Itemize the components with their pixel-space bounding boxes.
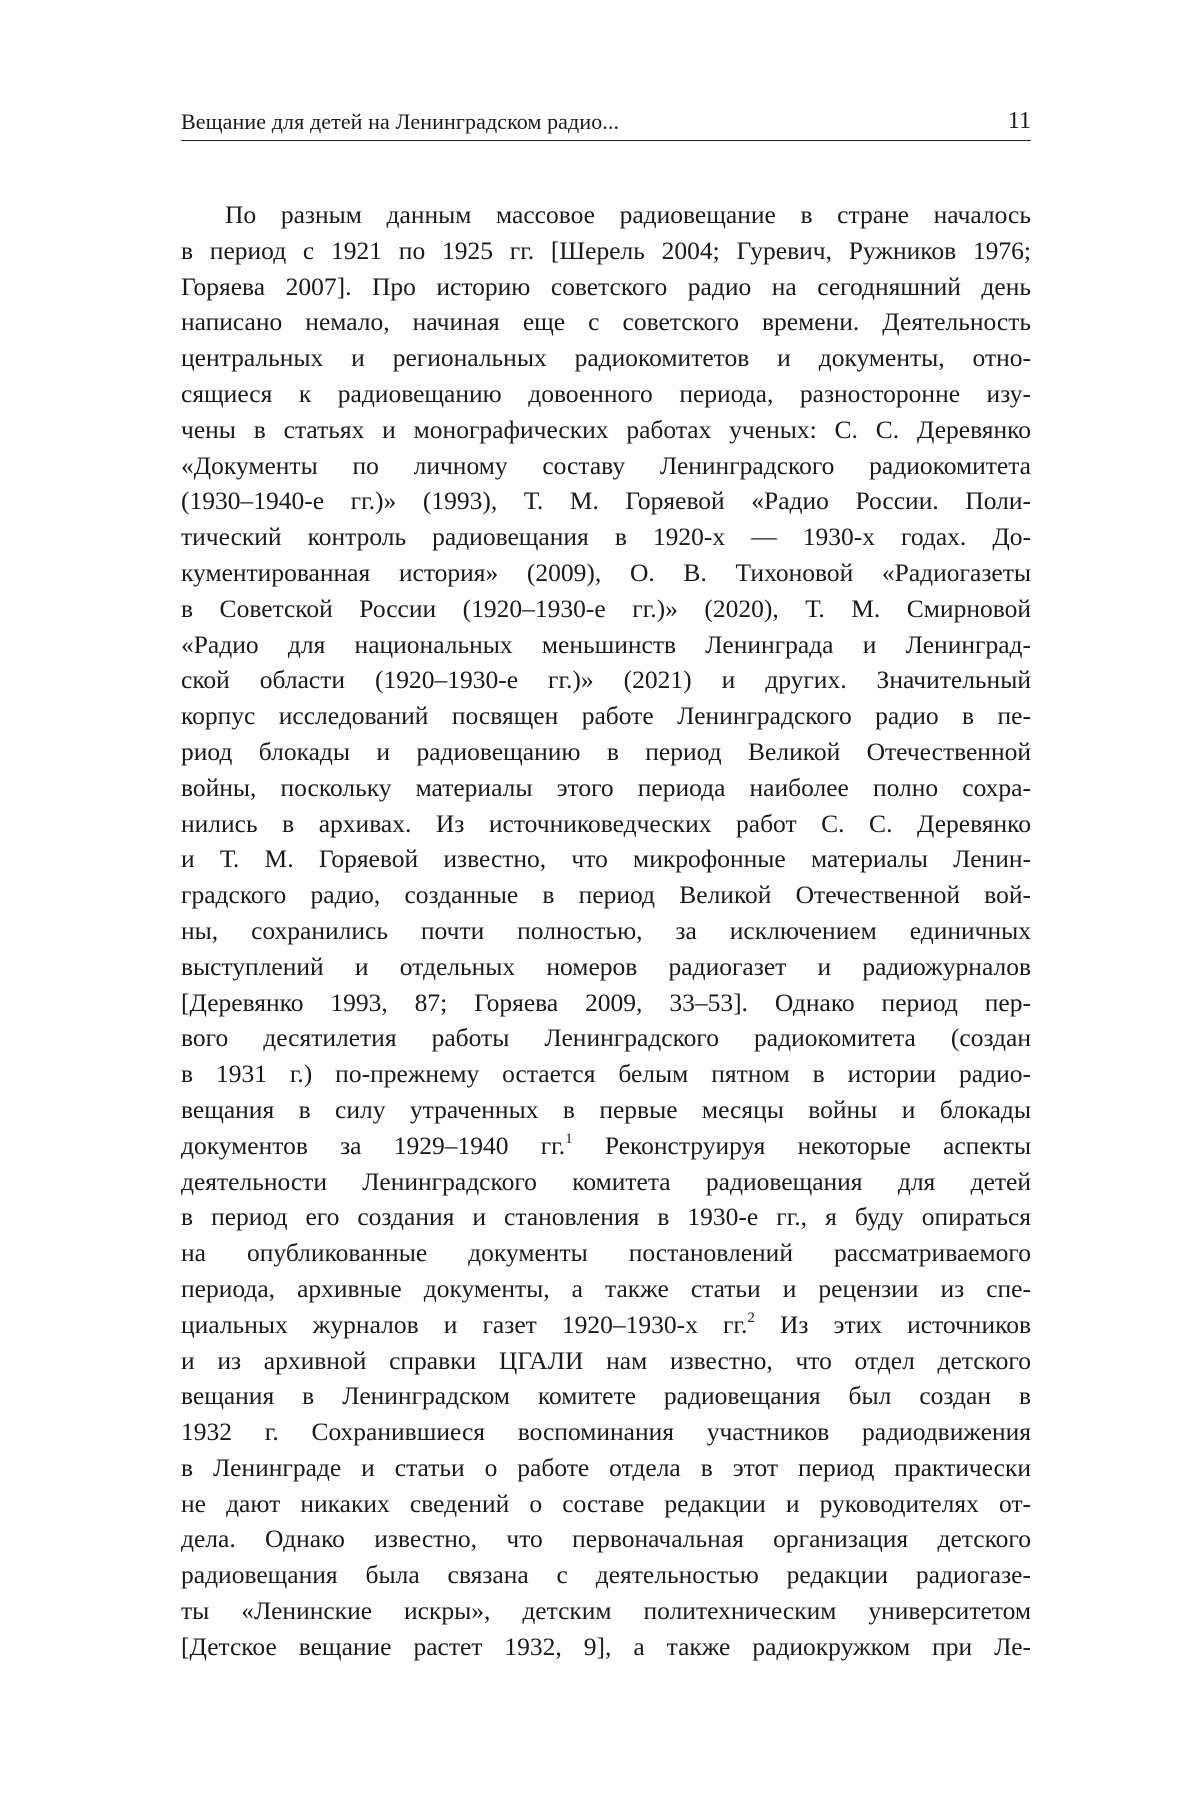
paragraph — [181, 197, 1031, 1665]
text-line: в период его создания и становления в 1930-е гг., я буду опираться — [181, 1202, 1031, 1232]
text-line: корпус исследований посвящен работе Ленинградского радио в пе- — [181, 701, 1031, 731]
text-line: ты «Ленинские искры», детским политехническим университетом — [181, 1596, 1031, 1626]
text-line: радиовещания была связана с деятельностью редакции радиогазе- — [181, 1560, 1031, 1590]
text-line: ской области (1920–1930-е гг.)» (2021) и других. Значительный — [181, 665, 1031, 695]
text-line: чены в статьях и монографических работах ученых: С. С. Деревянко — [181, 414, 1031, 444]
text-segment: Из этих источников — [754, 1309, 1031, 1339]
text-line: риод блокады и радиовещанию в период Великой Отечественной — [181, 736, 1031, 766]
text-line: вещания в силу утраченных в первые месяцы войны и блокады — [181, 1094, 1031, 1124]
text-line: [Деревянко 1993, 87; Горяева 2009, 33–53]. Однако период пер- — [181, 987, 1031, 1017]
text-line-with-footnote — [181, 1128, 1031, 1164]
text-line: в 1931 г.) по-прежнему остается белым пятном в истории радио- — [181, 1059, 1031, 1089]
text-line: «Радио для национальных меньшинств Ленинграда и Ленинград- — [181, 629, 1031, 659]
text-line: вещания в Ленинградском комитете радиовещания был создан в — [181, 1381, 1031, 1411]
text-line: написано немало, начиная еще с советского времени. Деятельность — [181, 307, 1031, 337]
text-line: По разным данным массовое радиовещание в стране началось — [225, 200, 1031, 229]
text-line: войны, поскольку материалы этого периода наиболее полно сохра- — [181, 772, 1031, 802]
footnote-ref[interactable]: 2 — [747, 1309, 755, 1326]
text-line: периода, архивные документы, а также статьи и рецензии из спе- — [181, 1273, 1031, 1303]
running-header — [181, 104, 1031, 141]
text-line: кументированная история» (2009), О. В. Тихоновой «Радиогазеты — [181, 557, 1031, 587]
text-line: в Советской России (1920–1930-е гг.)» (2020), Т. М. Смирновой — [181, 593, 1031, 623]
text-line: на опубликованные документы постановлений рассматриваемого — [181, 1238, 1031, 1268]
page-number: 11 — [1007, 108, 1031, 134]
text-line: «Документы по личному составу Ленинградского радиокомитета — [181, 450, 1031, 480]
text-segment: документов за 1929–1940 гг. — [181, 1130, 566, 1160]
footnote-ref[interactable]: 1 — [565, 1130, 573, 1147]
text-line: центральных и региональных радиокомитетов и документы, отно- — [181, 343, 1031, 373]
text-line: и из архивной справки ЦГАЛИ нам известно, что отдел детского — [181, 1345, 1031, 1375]
text-line: Горяева 2007]. Про историю советского радио на сегодняшний день — [181, 271, 1031, 301]
text-line: градского радио, созданные в период Великой Отечественной вой- — [181, 880, 1031, 910]
text-line: сящиеся к радиовещанию довоенного периода, разносторонне изу- — [181, 378, 1031, 408]
text-line: ны, сохранились почти полностью, за исключением единичных — [181, 915, 1031, 945]
text-line: в период с 1921 по 1925 гг. [Шерель 2004; Гуревич, Ружников 1976; — [181, 235, 1031, 265]
running-header-title: Вещание для детей на Ленинградском радио... — [181, 109, 620, 134]
text-segment: циальных журналов и газет 1920–1930-х гг. — [181, 1309, 748, 1339]
text-line: не дают никаких сведений о составе редакции и руководителях от- — [181, 1488, 1031, 1518]
text-line: нились в архивах. Из источниковедческих работ С. С. Деревянко — [181, 808, 1031, 838]
text-line: 1932 г. Сохранившиеся воспоминания участников радиодвижения — [181, 1417, 1031, 1447]
book-page — [181, 104, 1031, 1665]
text-line: [Детское вещание растет 1932, 9], а также радиокружком при Ле- — [181, 1631, 1031, 1661]
text-line: и Т. М. Горяевой известно, что микрофонные материалы Ленин- — [181, 844, 1031, 874]
text-segment: Реконструируя некоторые аспекты — [572, 1130, 1031, 1160]
text-line: вого десятилетия работы Ленинградского радиокомитета (создан — [181, 1023, 1031, 1053]
text-line-with-footnote — [181, 1307, 1031, 1343]
text-line: дела. Однако известно, что первоначальная организация детского — [181, 1524, 1031, 1554]
text-line: тический контроль радиовещания в 1920-х — 1930-х годах. До- — [181, 522, 1031, 552]
text-line: выступлений и отдельных номеров радиогазет и радиожурналов — [181, 951, 1031, 981]
text-line: (1930–1940-е гг.)» (1993), Т. М. Горяевой «Радио России. Поли- — [181, 486, 1031, 516]
text-line: в Ленинграде и статьи о работе отдела в этот период практически — [181, 1452, 1031, 1482]
text-line: деятельности Ленинградского комитета радиовещания для детей — [181, 1166, 1031, 1196]
